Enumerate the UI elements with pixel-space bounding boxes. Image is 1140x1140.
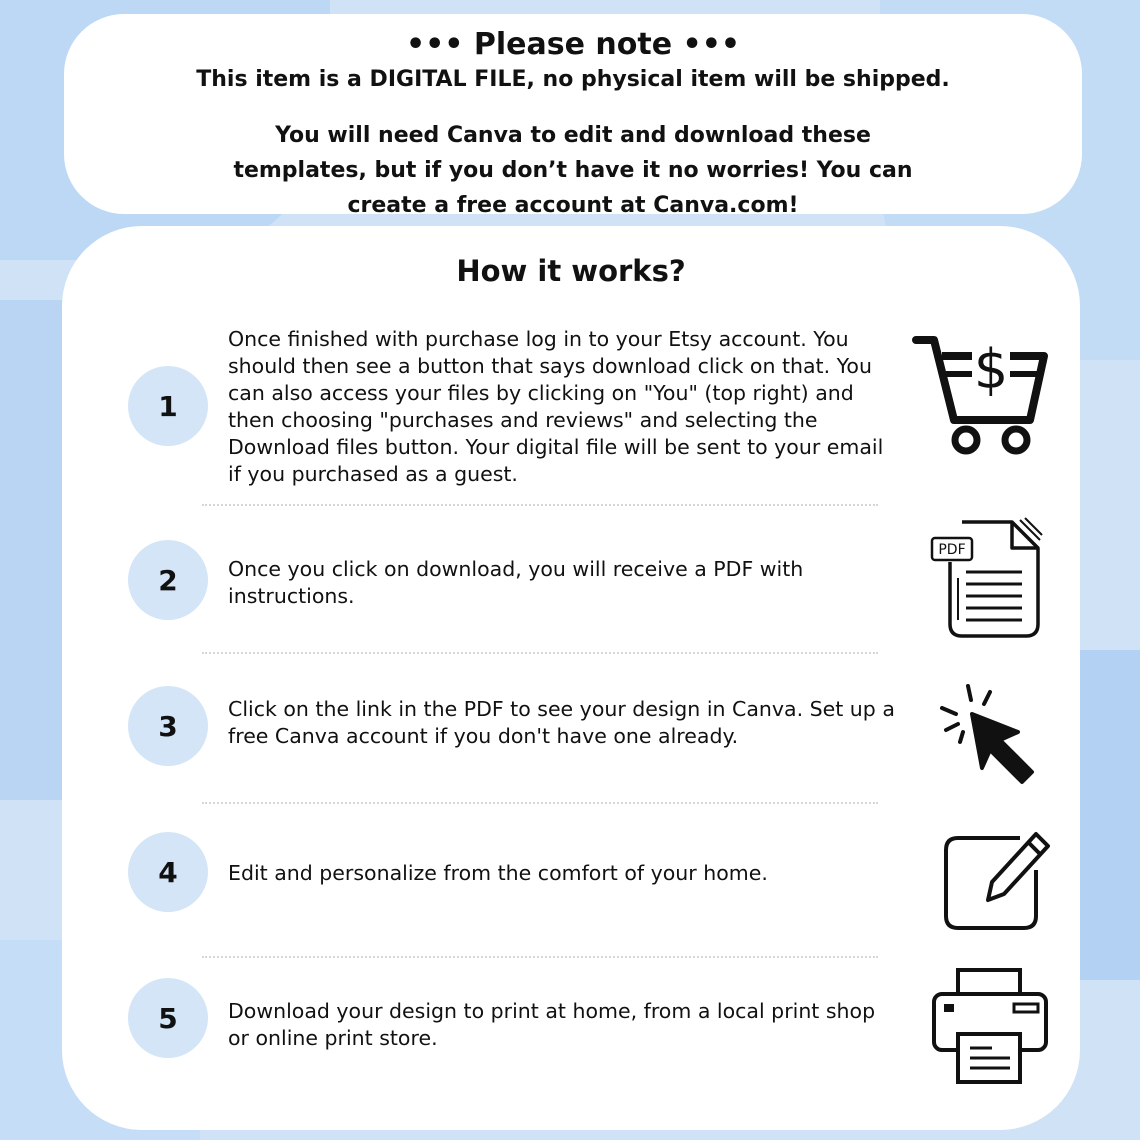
step-text-3: Click on the link in the PDF to see your design in Canva. Set up a free Canva account if you don't have one already.	[228, 697, 895, 748]
how-it-works-title: How it works?	[456, 254, 686, 288]
svg-text:$: $	[973, 338, 1009, 401]
step-number-1: 1	[128, 366, 208, 446]
printer-icon	[930, 964, 1050, 1086]
pdf-label: PDF	[938, 542, 966, 558]
note-card	[64, 14, 1082, 218]
divider	[202, 802, 878, 804]
step-text-1: Once finished with purchase log in to your Etsy account. You should then see a button that says download click on that. You can also access your files by clicking on "You" (top right) and then choosing "purchases and reviews" and selecting the Download files button. Your digital file will be sent to your email if you purchased as a guest.	[228, 327, 884, 486]
digital-file-notice: This item is a DIGITAL FILE, no physical item will be shipped.	[196, 67, 950, 92]
step-text-5: Download your design to print at home, from a local print shop or online print store.	[228, 999, 876, 1050]
shopping-cart-dollar-icon	[912, 328, 1052, 458]
step-text-2: Once you click on download, you will receive a PDF with instructions.	[228, 557, 804, 608]
divider	[202, 652, 878, 654]
step-text-4: Edit and personalize from the comfort of your home.	[228, 861, 768, 885]
divider	[202, 956, 878, 958]
step-number-3: 3	[128, 686, 208, 766]
edit-pencil-icon	[938, 824, 1054, 934]
how-it-works-card	[62, 226, 1080, 1130]
pdf-file-icon	[928, 516, 1048, 644]
divider	[202, 504, 878, 506]
canva-notice: You will need Canva to edit and download these templates, but if you don’t have it no worries! You can create a free account at Canva.com!	[233, 123, 913, 218]
note-title: ••• Please note •••	[405, 27, 741, 62]
step-number-2: 2	[128, 540, 208, 620]
step-number-4: 4	[128, 832, 208, 912]
cursor-click-icon	[934, 682, 1044, 788]
step-number-5: 5	[128, 978, 208, 1058]
